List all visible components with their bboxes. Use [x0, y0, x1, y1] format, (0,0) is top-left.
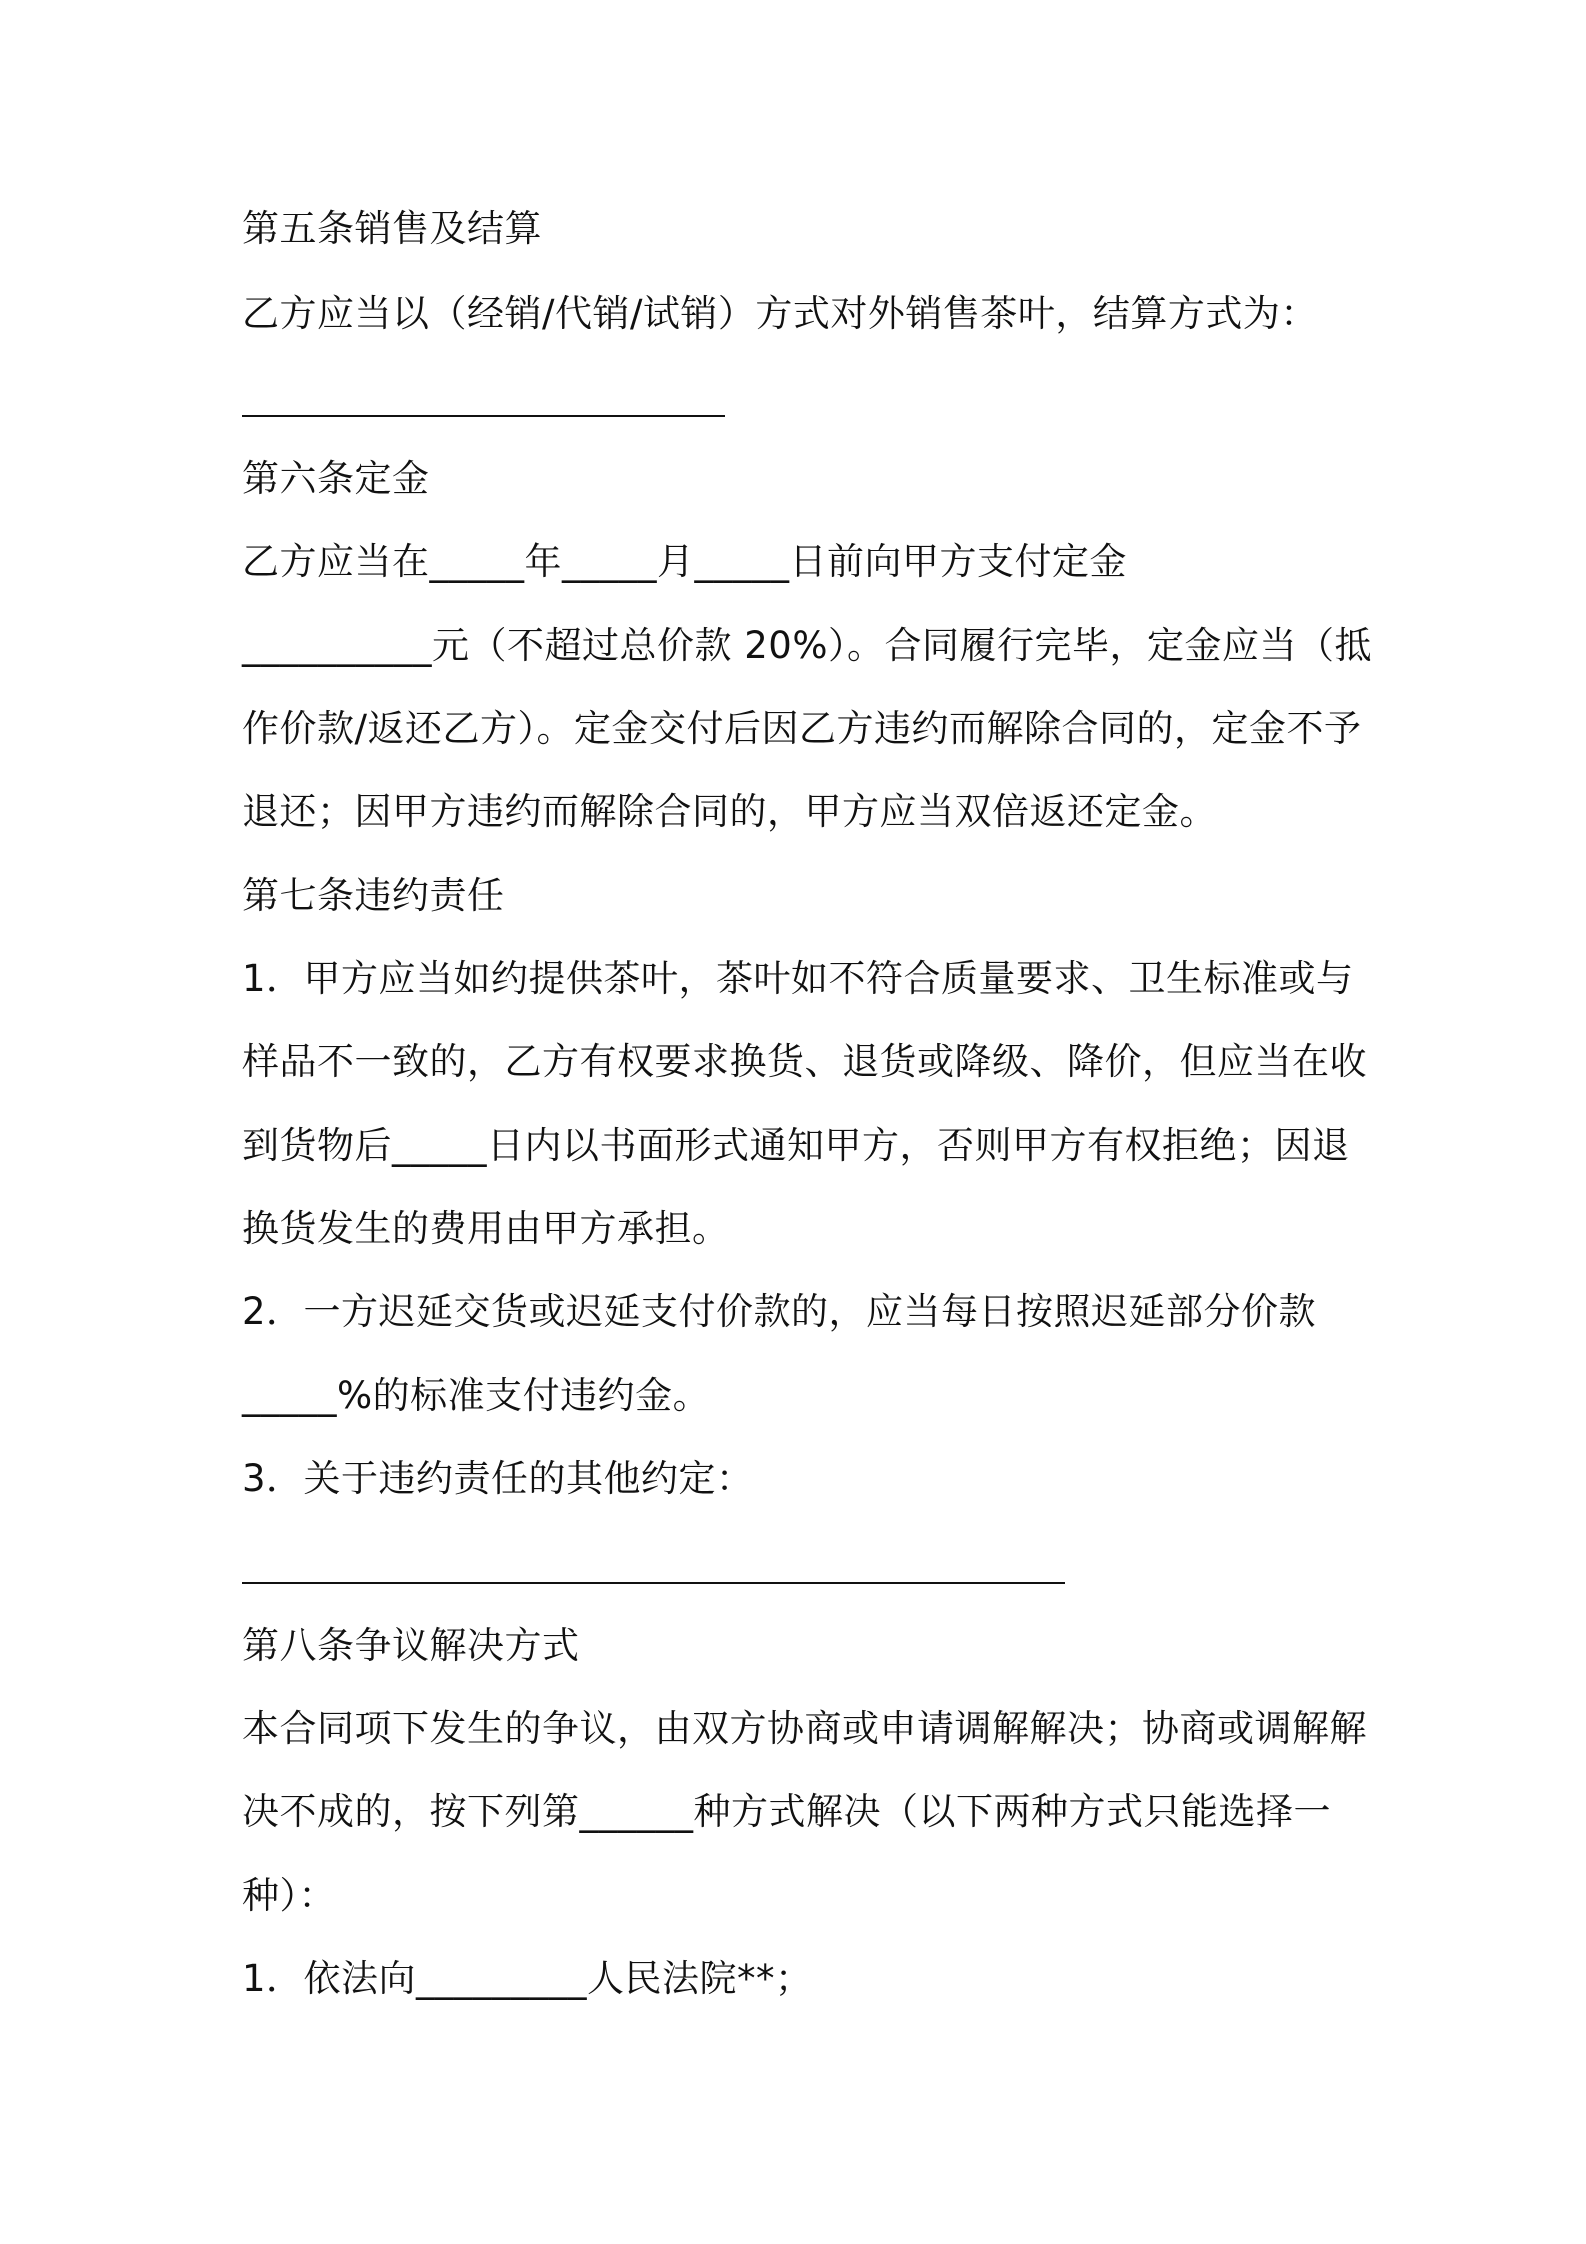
article-5-body: 乙方应当以（经销/代销/试销）方式对外销售茶叶，结算方式为：: [242, 292, 1318, 335]
article-6-line-2: __________元（不超过总价款 20%）。合同履行完毕，定金应当（抵: [242, 624, 1372, 667]
article-7-item-1-line-4: 换货发生的费用由甲方承担。: [242, 1207, 730, 1250]
article-8-title: 第八条争议解决方式: [242, 1624, 580, 1667]
article-7-item-3: 3．关于违约责任的其他约定：: [242, 1457, 754, 1500]
article-8-line-1: 本合同项下发生的争议，由双方协商或申请调解解决；协商或调解解: [242, 1707, 1367, 1750]
article-8-line-3: 种）：: [242, 1874, 336, 1917]
article-7-item-1-line-3: 到货物后_____日内以书面形式通知甲方，否则甲方有权拒绝；因退: [242, 1124, 1350, 1167]
article-6-line-4: 退还；因甲方违约而解除合同的，甲方应当双倍返还定金。: [242, 790, 1217, 833]
article-7-title: 第七条违约责任: [242, 874, 505, 917]
article-6-line-1: 乙方应当在_____年_____月_____日前向甲方支付定金: [242, 540, 1127, 583]
other-liability-blank: [242, 1582, 1065, 1584]
article-8-line-2: 决不成的，按下列第______种方式解决（以下两种方式只能选择一: [242, 1790, 1331, 1833]
article-7-item-1-line-2: 样品不一致的，乙方有权要求换货、退货或降级、降价，但应当在收: [242, 1040, 1367, 1083]
article-5-title: 第五条销售及结算: [242, 207, 542, 250]
article-7-item-1-line-1: 1．甲方应当如约提供茶叶，茶叶如不符合质量要求、卫生标准或与: [242, 957, 1354, 1000]
article-7-item-2-line-1: 2．一方迟延交货或迟延支付价款的，应当每日按照迟延部分价款: [242, 1290, 1317, 1333]
article-8-item-1: 1．依法向_________人民法院**；: [242, 1957, 813, 2000]
settlement-method-blank: [242, 415, 725, 417]
article-6-title: 第六条定金: [242, 457, 430, 500]
article-7-item-2-line-2: _____%的标准支付违约金。: [242, 1374, 711, 1417]
article-6-line-3: 作价款/返还乙方）。定金交付后因乙方违约而解除合同的，定金不予: [242, 707, 1362, 750]
